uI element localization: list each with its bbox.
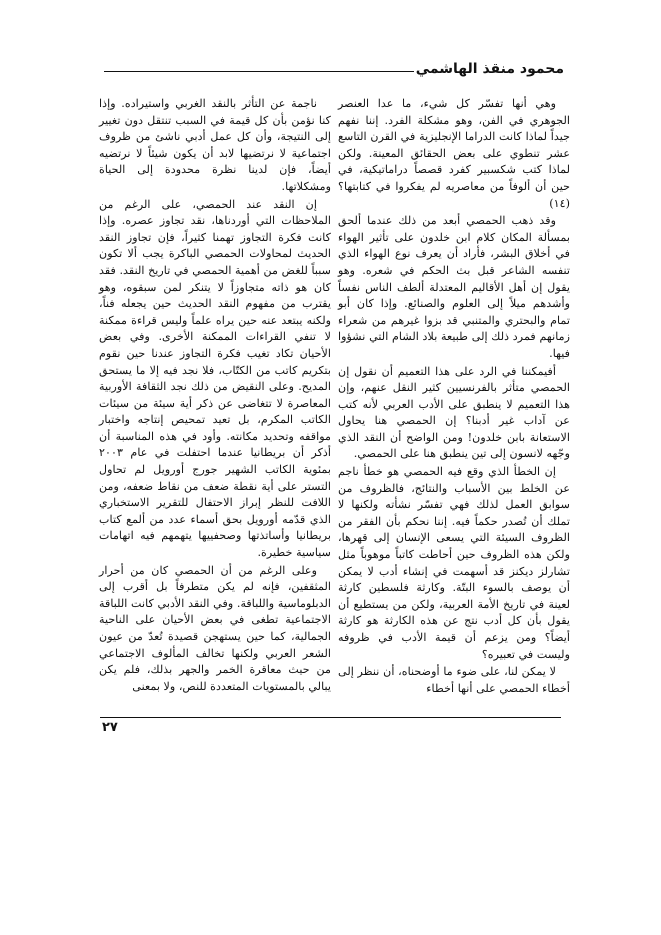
paragraph: ناجمة عن التأثر بالنقد الغربي واستيراده. وإذا كنا نؤمن بأن كل قيمة في السبب تنتقل دون تغيير إلى النتيجة، وأن كل عمل أدبي ناشئ من ظروف اجتماعية لا نرتضيها لابد أن يكون شيئاً لا نرتضيه أيضاً، فإن لدينا نظرة محدودة إلى الحياة ومشكلاتها. (99, 97, 331, 193)
text-column-right (338, 96, 570, 698)
paragraph: لا يمكن لنا، على ضوء ما أوضحناه، أن ننظر إلى أخطاء الحمصي على أنها أخطاء (338, 665, 570, 695)
paragraph: وعلى الرغم من أن الحمصي كان من أحرار المثقفين، فإنه لم يكن متطرفاً بل أقرب إلى الدبلوماسية واللباقة. وفي النقد الأدبي كانت اللباقة الاجتماعية تطغى في بعض الأحيان على الناحية الجمالية، كما حين يستهجن قصيدة تُعدّ من عيون الشعر العربي ولكنها تخالف المألوف الاجتماعي من حيث معاقرة الخمر والجهر بذلك، فلم يكن يبالي بالمستويات المتعددة للنص، ولا بمعنى (99, 563, 331, 693)
paragraph: إن النقد عند الحمصي، على الرغم من الملاحظات التي أوردناها، نقد تجاوز عصره. وإذا كانت فكرة التجاوز تهمنا كثيراً، فإن تجاوز النقد الحديث لمحاولات الحمصي الباكرة يجب ألا تكون سبباً للغض من أهمية الحمصي في تاريخ النقد. فقد كان هو ذاته متجاوزاً لا يتنكر لمن سبقوه، وهو يقترب من مفهوم النقد الحديث حين يجعله فناً، ولكنه يبتعد عنه حين يراه علماً وليس قراءة ممكنة لا تنفي القراءات الممكنة الأخرى. وفي بعض الأحيان تكاد تغيب فكرة التجاوز عندنا حين نقوم بتكريم كاتب من الكتّاب، فلا نجد فيه إلا ما يستحق المديح. وعلى النقيض من ذلك نجد الثقافة الأوربية المعاصرة لا تتغاضى عن ذكر أية سيئة من سيئات الكاتب المكرم، بل تعيد تمحيص إنتاجه واختبار مواقفه وتحديد مكانته. وأود في هذه المناسبة أن أذكر أن بريطانيا عندما احتفلت في عام ٢٠٠٣ بمئوية الكاتب الشهير جورج أورويل لم تحاول التستر على أية نقطة ضعف من نقاط ضعفه، ومن اللافت للنظر إبراز الاحتفال للتقرير الاستخباري الذي قدّمه أورويل بحق أسماء عدد من ألمع كتاب بريطانيا وأساتذتها وصحفييها يتهمهم فيه اتهامات سياسية خطيرة. (99, 197, 331, 560)
footer-rule (100, 717, 561, 718)
page-number: ٢٧ (102, 720, 118, 735)
header-rule (104, 71, 414, 72)
running-header (104, 58, 564, 80)
paragraph: إن الخطأ الذي وقع فيه الحمصي هو خطأ ناجم عن الخلط بين الأسباب والنتائج، فالظروف من سوابق العمل لذلك فهي تفسّر نشأته ولكنها لا تملك أن تُصدر حكماً فيه. إننا نحكم بأن الفقر من الظروف السيئة التي يسعى الإنسان إلى قهرها، ولكن هذه الظروف حين أحاطت كاتباً موهوباً مثل تشارلز ديكنز قد أسهمت في إنشاء أدب لا يمكن أن يوصف بالسوء البتّة. وكارثة فلسطين كارثة لعينة في تاريخ الأمة العربية، ولكن من يستطيع أن يقول بأن كل أدب نتج عن هذه الكارثة هو كارثة أيضاً؟ ومن يزعم أن قيمة الأدب في ظروفه وليست في تعبيره؟ (338, 465, 570, 661)
paragraph: وهي أنها تفسّر كل شيء، ما عدا العنصر الجوهري في الفن، وهو مشكلة الفرد. إننا نفهم جيداً لماذا كانت الدراما الإنجليزية في القرن التاسع عشر تنطوي على بعض الحقائق المعينة. ولكن لماذا كتب شكسبير كفرد قصصاً دراماتيكية، في حين أن ألوفاً من معاصريه لم يفكروا في كتابتها؟ (١٤) (338, 97, 570, 210)
text-column-left (99, 96, 331, 696)
author-name: محمود منقذ الهاشمي (415, 61, 564, 77)
paragraph: وقد ذهب الحمصي أبعد من ذلك عندما ألحق بمسألة المكان كلام ابن خلدون على تأثير الهواء في أخلاق البشر، فأراد أن يعرف نوع الهواء الذي تنفسه الشاعر قبل بث الحكم في شعره. وهو يقول إن أهل الأقاليم المعتدلة ألطف الناس نفساً وأشدهم ميلاً إلى العلوم والصنائع. وإذا كان أبو تمام والبحتري والمتنبي قد بزوا غيرهم من شعراء زمانهم فمرد ذلك إلى طبيعة بلاد الشام التي نشؤوا فيها. (338, 214, 570, 360)
paragraph: أفيمكننا في الرد على هذا التعميم أن نقول إن الحمصي متأثر بالفرنسيين كثير النقل عنهم، وإن هذا التعميم لا ينطبق على الأدب العربي لأنه كتب عن آداب غير أدبنا؟ إن الحمصي هنا يحاول الاستعانة بابن خلدون! ومن الواضح أن النقد الذي وجّهه لانسون إلى تين ينطبق هنا على الحمصي. (338, 364, 570, 461)
